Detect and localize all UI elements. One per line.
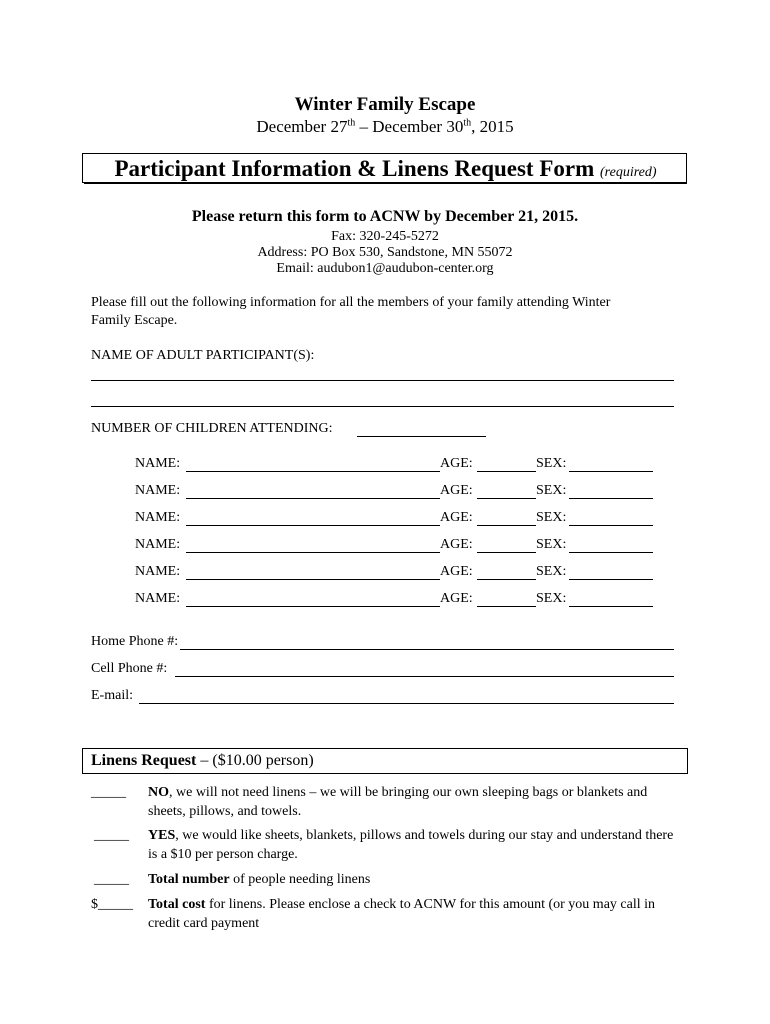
total-number-bold: Total number: [148, 872, 230, 887]
child-sex-field[interactable]: [569, 579, 653, 580]
child-age-field[interactable]: [477, 579, 536, 580]
cell-phone-label: Cell Phone #:: [91, 661, 168, 676]
total-cost-bold: Total cost: [148, 897, 206, 912]
email-field[interactable]: [139, 703, 674, 704]
option-yes-text: [148, 826, 678, 864]
child-name-label: NAME:: [135, 510, 181, 525]
child-sex-field[interactable]: [569, 606, 653, 607]
dates-suffix: , 2015: [471, 117, 514, 136]
children-count-label: NUMBER OF CHILDREN ATTENDING:: [91, 421, 333, 436]
child-name-field[interactable]: [186, 471, 440, 472]
child-sex-field[interactable]: [569, 471, 653, 472]
email-line: Email: audubon1@audubon-center.org: [276, 261, 494, 276]
child-age-label: AGE:: [440, 456, 473, 471]
child-name-field[interactable]: [186, 579, 440, 580]
child-sex-field[interactable]: [569, 525, 653, 526]
children-count-field[interactable]: [357, 436, 486, 437]
child-name-field[interactable]: [186, 552, 440, 553]
total-number-desc: of people needing linens: [229, 872, 371, 887]
form-title-note: (required): [600, 165, 657, 180]
form-title-box: [82, 153, 687, 183]
dates-sup-1: th: [347, 117, 356, 129]
total-number-text: [148, 870, 678, 889]
option-no-blank[interactable]: _____: [91, 785, 126, 800]
adult-participants-label: NAME OF ADULT PARTICIPANT(S):: [91, 348, 315, 363]
home-phone-label: Home Phone #:: [91, 634, 179, 649]
child-age-label: AGE:: [440, 537, 473, 552]
option-no-text: [148, 783, 678, 821]
child-name-label: NAME:: [135, 591, 181, 606]
dates-prefix: December 27: [256, 117, 348, 136]
child-age-label: AGE:: [440, 591, 473, 606]
option-no-bold: NO: [148, 785, 169, 800]
cell-phone-field[interactable]: [175, 676, 674, 677]
event-title: Winter Family Escape: [294, 94, 476, 115]
dates-mid: – December 30: [355, 117, 464, 136]
child-sex-label: SEX:: [536, 591, 567, 606]
child-name-field[interactable]: [186, 606, 440, 607]
total-cost-desc: for linens. Please enclose a check to ACNW for this amount (or you may call in credit card payment: [148, 897, 656, 931]
child-age-field[interactable]: [477, 471, 536, 472]
address-line: Address: PO Box 530, Sandstone, MN 55072: [257, 245, 513, 260]
option-yes-bold: YES: [148, 828, 176, 843]
child-sex-label: SEX:: [536, 456, 567, 471]
fax-line: Fax: 320-245-5272: [331, 229, 439, 244]
child-age-label: AGE:: [440, 564, 473, 579]
option-yes-blank[interactable]: _____: [94, 828, 129, 843]
child-name-label: NAME:: [135, 483, 181, 498]
linens-title-rest: – ($10.00 person): [196, 752, 314, 769]
event-dates: [0, 117, 770, 137]
option-no-desc: , we will not need linens – we will be bringing our own sleeping bags or blankets and sheets, pillows, and towels.: [148, 785, 648, 819]
child-name-field[interactable]: [186, 525, 440, 526]
child-sex-field[interactable]: [569, 552, 653, 553]
total-number-blank[interactable]: _____: [94, 872, 129, 887]
linens-request-box: [82, 748, 688, 774]
email-field-label: E-mail:: [91, 688, 133, 703]
child-sex-label: SEX:: [536, 510, 567, 525]
child-sex-label: SEX:: [536, 537, 567, 552]
dates-sup-2: th: [463, 117, 472, 129]
total-cost-blank[interactable]: $_____: [91, 897, 133, 912]
return-heading: Please return this form to ACNW by December 21, 2015.: [191, 208, 579, 225]
option-yes-desc: , we would like sheets, blankets, pillows and towels during our stay and understand there is a $10 per person charge.: [148, 828, 674, 862]
child-name-label: NAME:: [135, 564, 181, 579]
child-sex-field[interactable]: [569, 498, 653, 499]
child-name-label: NAME:: [135, 537, 181, 552]
linens-title-bold: Linens Request: [91, 752, 197, 769]
home-phone-field[interactable]: [180, 649, 674, 650]
child-sex-label: SEX:: [536, 483, 567, 498]
child-sex-label: SEX:: [536, 564, 567, 579]
child-name-field[interactable]: [186, 498, 440, 499]
child-age-field[interactable]: [477, 552, 536, 553]
child-age-field[interactable]: [477, 498, 536, 499]
child-age-field[interactable]: [477, 606, 536, 607]
linens-title: [91, 752, 314, 770]
child-name-label: NAME:: [135, 456, 181, 471]
child-age-label: AGE:: [440, 483, 473, 498]
form-title: [83, 156, 688, 182]
child-age-label: AGE:: [440, 510, 473, 525]
instructions-line-1: Please fill out the following information for all the members of your family attending Winter: [91, 295, 611, 310]
instructions-line-2: Family Escape.: [91, 313, 178, 328]
adult-name-line-1[interactable]: [91, 380, 674, 381]
child-age-field[interactable]: [477, 525, 536, 526]
total-cost-text: [148, 895, 678, 933]
form-title-main: Participant Information & Linens Request Form: [114, 156, 595, 181]
adult-name-line-2[interactable]: [91, 406, 674, 407]
